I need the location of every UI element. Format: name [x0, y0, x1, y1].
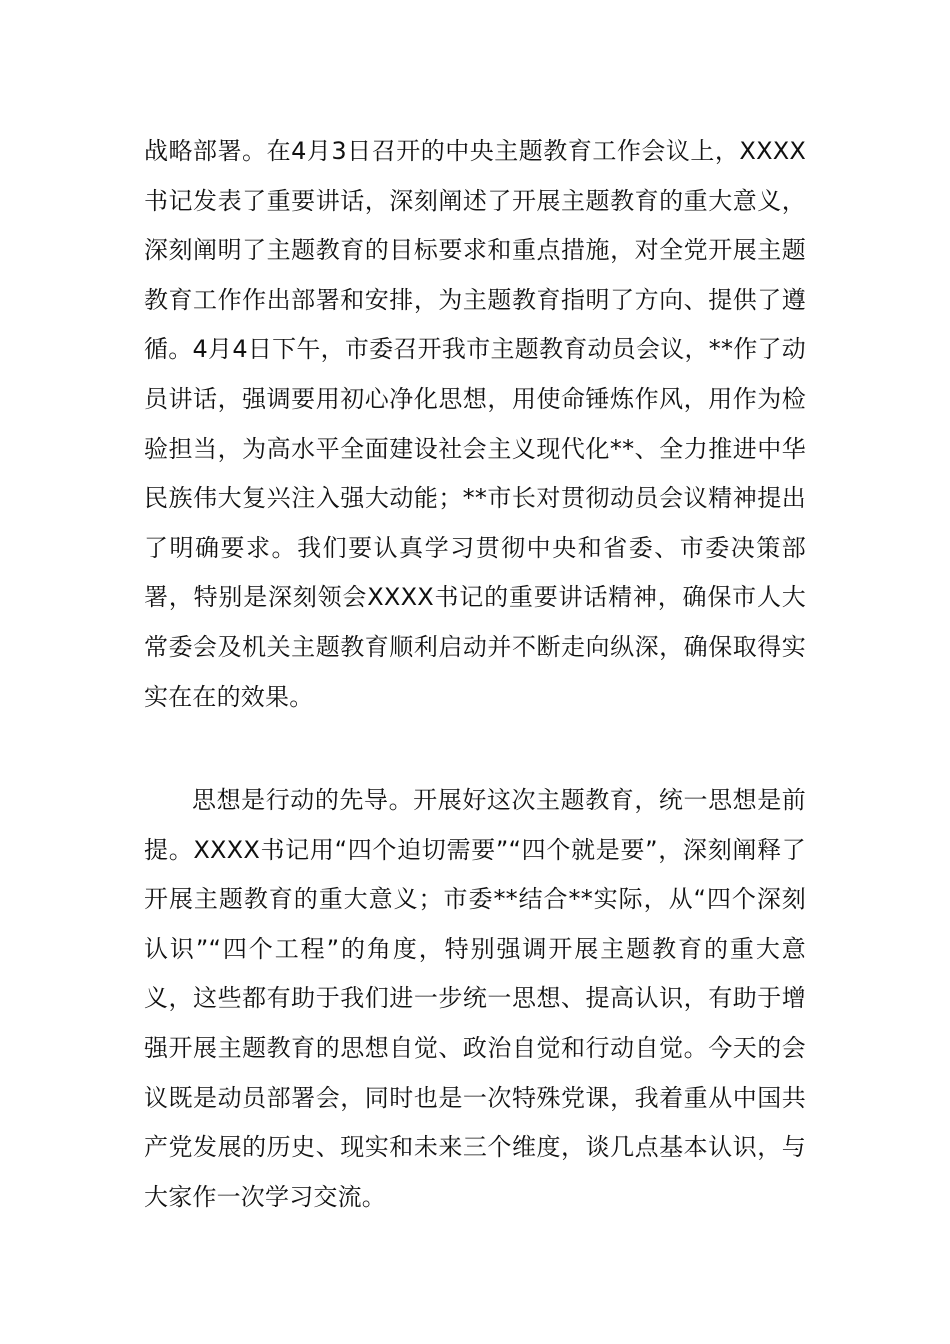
body-paragraph: 思想是行动的先导。开展好这次主题教育，统一思想是前提。XXXX书记用“四个迫切需要”“四个就是要”，深刻阐释了开展主题教育的重大意义；市委**结合**实际，从“四个深刻认识”“四个工程”的角度，特别强调开展主题教育的重大意义，这些都有助于我们进一步统一思想、提高认识，有助于增强开展主题教育的思想自觉、政治自觉和行动自觉。今天的会议既是动员部署会，同时也是一次特殊党课，我着重从中国共产党发展的历史、现实和未来三个维度，谈几点基本认识，与大家作一次学习交流。	[144, 786, 806, 1211]
body-paragraph-continuation: 战略部署。在4月3日召开的中央主题教育工作会议上，XXXX书记发表了重要讲话，深刻阐述了开展主题教育的重大意义，深刻阐明了主题教育的目标要求和重点措施，对全党开展主题教育工作作出部署和安排，为主题教育指明了方向、提供了遵循。4月4日下午，市委召开我市主题教育动员会议，**作了动员讲话，强调要用初心净化思想，用使命锤炼作风，用作为检验担当，为高水平全面建设社会主义现代化**、全力推进中华民族伟大复兴注入强大动能；**市长对贯彻动员会议精神提出了明确要求。我们要认真学习贯彻中央和省委、市委决策部署，特别是深刻领会XXXX书记的重要讲话精神，确保市人大常委会及机关主题教育顺利启动并不断走向纵深，确保取得实实在在的效果。	[144, 137, 806, 711]
